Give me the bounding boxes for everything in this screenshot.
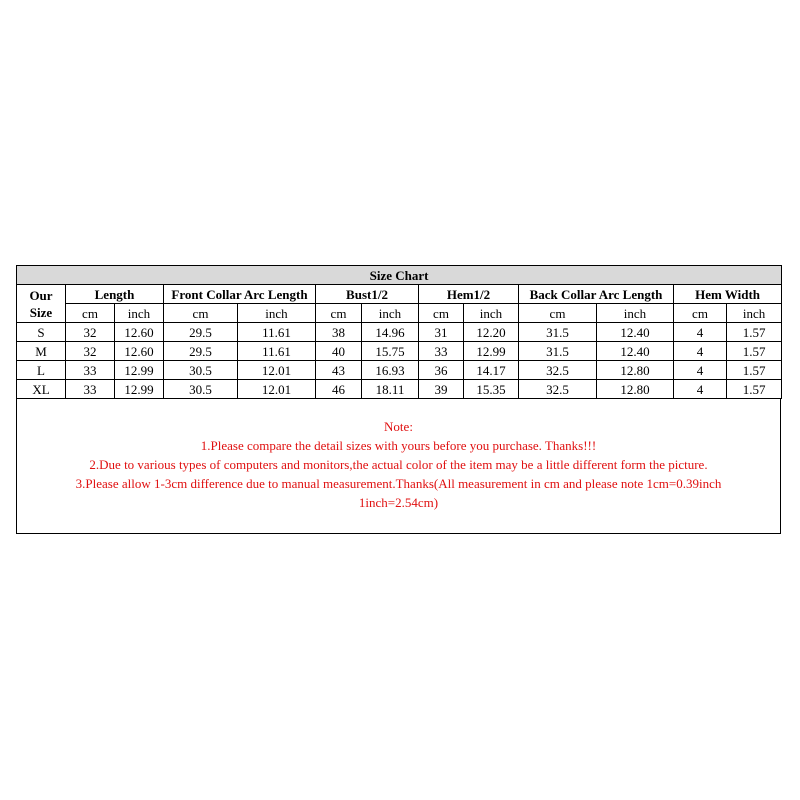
measurement-cell: 33 bbox=[66, 361, 115, 380]
note-line-1: 1.Please compare the detail sizes with yours before you purchase. Thanks!!! bbox=[200, 438, 597, 453]
table-row bbox=[17, 323, 782, 342]
measurement-cell: 12.80 bbox=[597, 361, 674, 380]
measurement-cell: 12.80 bbox=[597, 380, 674, 399]
size-header-line-1: Our bbox=[29, 287, 53, 303]
column-header-back-collar-arc-length: Back Collar Arc Length bbox=[519, 285, 674, 304]
measurement-cell: 14.96 bbox=[362, 323, 419, 342]
unit-cell: inch bbox=[115, 304, 164, 323]
note-line-4: 1inch=2.54cm) bbox=[358, 495, 439, 510]
size-column-header bbox=[17, 285, 66, 323]
measurement-cell: 33 bbox=[419, 342, 464, 361]
size-header-line-2: Size bbox=[29, 304, 53, 320]
measurement-cell: 12.60 bbox=[115, 342, 164, 361]
measurement-cell: 4 bbox=[674, 380, 727, 399]
column-header-front-collar-arc-length: Front Collar Arc Length bbox=[164, 285, 316, 304]
measurement-cell: 43 bbox=[316, 361, 362, 380]
size-cell: S bbox=[17, 323, 66, 342]
measurement-cell: 31.5 bbox=[519, 323, 597, 342]
measurement-cell: 29.5 bbox=[164, 323, 238, 342]
size-table bbox=[16, 265, 782, 399]
measurement-cell: 12.01 bbox=[238, 380, 316, 399]
note-line-2: 2.Due to various types of computers and monitors,the actual color of the item may be a little different form the picture. bbox=[89, 457, 708, 472]
measurement-cell: 12.20 bbox=[464, 323, 519, 342]
unit-cell: inch bbox=[362, 304, 419, 323]
unit-cell: cm bbox=[66, 304, 115, 323]
measurement-cell: 29.5 bbox=[164, 342, 238, 361]
note-line-3: 3.Please allow 1-3cm difference due to manual measurement.Thanks(All measurement in cm and please note 1cm=0.39inch bbox=[75, 476, 722, 491]
measurement-cell: 12.99 bbox=[115, 361, 164, 380]
measurement-cell: 46 bbox=[316, 380, 362, 399]
unit-cell: inch bbox=[727, 304, 782, 323]
measurement-cell: 33 bbox=[66, 380, 115, 399]
column-header-length: Length bbox=[66, 285, 164, 304]
measurement-cell: 12.40 bbox=[597, 342, 674, 361]
measurement-cell: 4 bbox=[674, 342, 727, 361]
measurement-cell: 32 bbox=[66, 342, 115, 361]
measurement-cell: 32.5 bbox=[519, 361, 597, 380]
measurement-cell: 40 bbox=[316, 342, 362, 361]
measurement-cell: 11.61 bbox=[238, 342, 316, 361]
measurement-cell: 15.75 bbox=[362, 342, 419, 361]
column-header-hem: Hem1/2 bbox=[419, 285, 519, 304]
size-cell: M bbox=[17, 342, 66, 361]
unit-cell: cm bbox=[164, 304, 238, 323]
measurement-cell: 30.5 bbox=[164, 380, 238, 399]
measurement-cell: 36 bbox=[419, 361, 464, 380]
measurement-cell: 12.60 bbox=[115, 323, 164, 342]
table-row bbox=[17, 380, 782, 399]
measurement-cell: 1.57 bbox=[727, 323, 782, 342]
measurement-cell: 12.99 bbox=[115, 380, 164, 399]
measurement-cell: 31 bbox=[419, 323, 464, 342]
measurement-cell: 4 bbox=[674, 323, 727, 342]
unit-cell: cm bbox=[674, 304, 727, 323]
measurement-cell: 1.57 bbox=[727, 380, 782, 399]
measurement-cell: 4 bbox=[674, 361, 727, 380]
unit-cell: inch bbox=[597, 304, 674, 323]
table-row bbox=[17, 342, 782, 361]
unit-cell: inch bbox=[464, 304, 519, 323]
measurement-cell: 31.5 bbox=[519, 342, 597, 361]
measurement-cell: 12.01 bbox=[238, 361, 316, 380]
unit-cell: cm bbox=[316, 304, 362, 323]
measurement-cell: 12.99 bbox=[464, 342, 519, 361]
measurement-cell: 14.17 bbox=[464, 361, 519, 380]
note-heading: Note: bbox=[384, 419, 413, 434]
measurement-cell: 1.57 bbox=[727, 361, 782, 380]
size-cell: L bbox=[17, 361, 66, 380]
measurement-cell: 39 bbox=[419, 380, 464, 399]
measurement-cell: 12.40 bbox=[597, 323, 674, 342]
measurement-cell: 32.5 bbox=[519, 380, 597, 399]
measurement-cell: 18.11 bbox=[362, 380, 419, 399]
unit-cell: cm bbox=[519, 304, 597, 323]
measurement-cell: 16.93 bbox=[362, 361, 419, 380]
notes-box bbox=[16, 399, 781, 534]
measurement-cell: 15.35 bbox=[464, 380, 519, 399]
column-header-hem-width: Hem Width bbox=[674, 285, 782, 304]
measurement-cell: 30.5 bbox=[164, 361, 238, 380]
size-cell: XL bbox=[17, 380, 66, 399]
measurement-cell: 1.57 bbox=[727, 342, 782, 361]
table-row bbox=[17, 361, 782, 380]
measurement-cell: 11.61 bbox=[238, 323, 316, 342]
measurement-cell: 38 bbox=[316, 323, 362, 342]
unit-cell: cm bbox=[419, 304, 464, 323]
column-header-bust: Bust1/2 bbox=[316, 285, 419, 304]
table-title: Size Chart bbox=[17, 266, 782, 285]
unit-cell: inch bbox=[238, 304, 316, 323]
measurement-cell: 32 bbox=[66, 323, 115, 342]
size-chart bbox=[16, 265, 781, 534]
